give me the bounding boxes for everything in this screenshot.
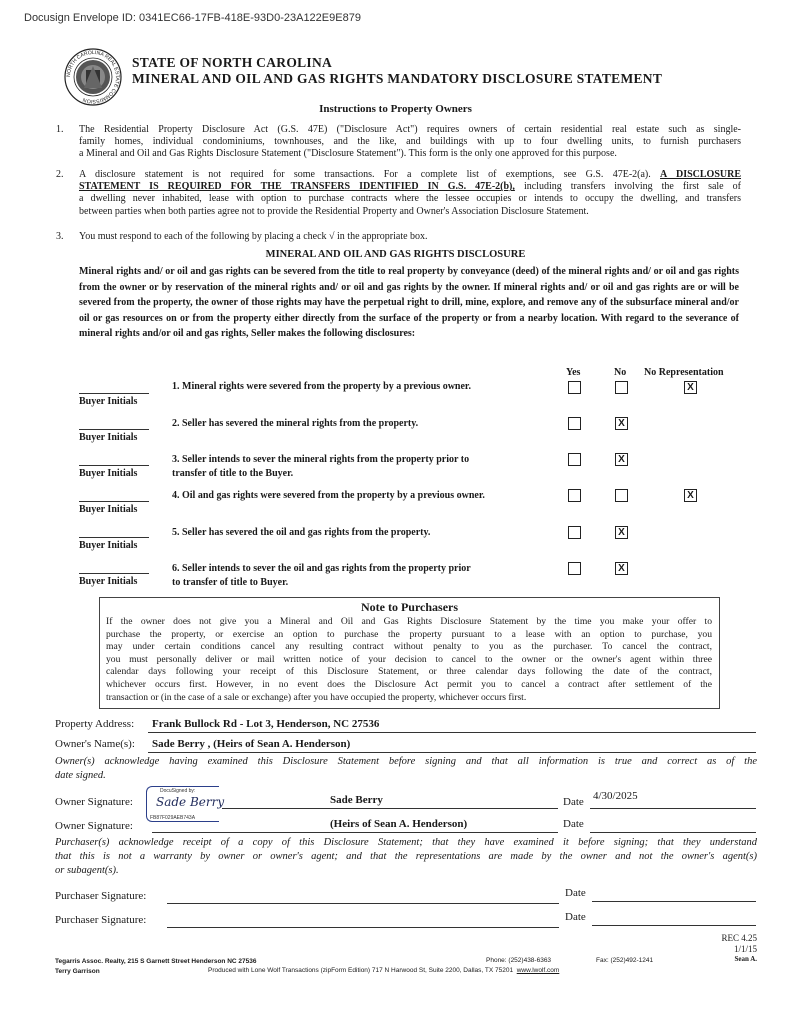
disclosure-heading: MINERAL AND OIL AND GAS RIGHTS DISCLOSURE [265,249,526,260]
q1-norep-checkbox[interactable]: X [684,381,697,394]
q4-no-checkbox[interactable] [615,489,628,502]
instruction-item-1: The Residential Property Disclosure Act (G.S. 47E) ("Disclosure Act") requires owners of certain residential real estate such as single- family homes, individual condominiums, townhouses, and the like, and buildings with up to four dwelling units, to furnish purchasers a Mineral and Oil and Gas Rights Disclosure Statement ("Disclosure Statement"). This form is the only one approved for this purpose. [79,124,741,160]
disclosure-paragraph: Mineral rights and/ or oil and gas rights can be severed from the title to real property by conveyance (deed) of the mineral rights and/ or oil and gas rights from the owner or by reservation of the mineral rights and/ or oil and gas rights by the owner. If mineral rights and/ or oil and gas rights are or will be severed from the property, the owner of those rights may have the perpetual right to drill, mine, explore, and remove any of the subsurface mineral and/or oil or gas resources on or from the property either directly from the surface of the property or from a nearby location. With regard to the severance of mineral rights and/or oil and gas rights, Seller makes the following disclosures: [79,266,739,340]
q6-no-checkbox[interactable]: X [615,562,628,575]
instruction-number: 3. [56,231,64,242]
date-label: Date [565,887,586,899]
q3-yes-checkbox[interactable] [568,453,581,466]
instruction-item-2: A disclosure statement is not required for some transactions. For a complete list of exemptions, see G.S. 47E-2(a). A DISCLOSURE STATEMENT IS REQUIRED FOR THE TRANSFERS IDENTIFIED IN G.S. 47E-2(b), including transfers involving the first sale of a dwelling never inhabited, lease with option to purchase contracts where the lessee occupies or intends to occupy the dwelling, and transfers between parties when both parties agree not to provide the Residential Property and Owner's Association Disclosure Statement. [79,169,741,217]
buyer-initials-line[interactable] [79,465,149,466]
column-no-representation: No Representation [644,367,724,378]
q3-no-checkbox[interactable]: X [615,453,628,466]
owner-signature-line [222,808,558,809]
date-label: Date [563,796,584,808]
note-to-purchasers [99,597,720,709]
date-line [590,808,756,809]
q4-norep-checkbox[interactable]: X [684,489,697,502]
buyer-initials-line[interactable] [79,537,149,538]
instruction-number: 2. [56,169,64,180]
q1-yes-checkbox[interactable] [568,381,581,394]
footer-website-link[interactable]: www.lwolf.com [516,967,560,974]
question-6: 6. Seller intends to sever the oil and gas rights from the property prior to transfer of title to Buyer. [172,563,471,588]
form-initials: Sean A. [734,955,757,963]
footer-phone: Phone: (252)438-6363 [486,957,552,964]
disclosure-questions [0,378,791,598]
seal-text: NORTH CAROLINA REAL ESTATE COMMISSION [65,49,121,105]
owner-name-1: Sade Berry [330,794,383,806]
note-text: If the owner does not give you a Mineral and Oil and Gas Rights Disclosure Statement by the time you make your offer to purchase the property, or exercise an option to purchase the property pursuant to a lease with an option to purchase, you may under certain conditions cancel any resulting contract without penalty to you as the purchaser. To cancel the contract, you must personally deliver or mail written notice of your decision to cancel to the owner or the owner's agent within three calendar days following your receipt of this Disclosure Statement, or three calendar days following the date of the contract, whichever occurs first. However, in no event does the Disclosure Act permit you to cancel a contract after settlement of the transaction or (in the case of a sale or exchange) after you have occupied the property, whichever occurs first. [106,616,712,703]
owner-names-label: Owner's Name(s): [55,738,135,750]
buyer-initials-label: Buyer Initials [79,540,138,551]
date-label: Date [565,911,586,923]
buyer-initials-line[interactable] [79,573,149,574]
date-line[interactable] [592,925,756,926]
property-address-value[interactable]: Frank Bullock Rd - Lot 3, Henderson, NC 27536 [152,718,380,730]
envelope-id: Docusign Envelope ID: 0341EC66-17FB-418E-93D0-23A122E9E879 [24,12,361,24]
question-4: 4. Oil and gas rights were severed from the property by a previous owner. [172,490,485,501]
owner-name-2: (Heirs of Sean A. Henderson) [330,818,468,830]
buyer-initials-label: Buyer Initials [79,396,138,407]
buyer-initials-label: Buyer Initials [79,504,138,515]
date-label: Date [563,818,584,830]
state-title: STATE OF NORTH CAROLINA [132,55,333,70]
buyer-initials-line[interactable] [79,429,149,430]
footer-fax: Fax: (252)492-1241 [596,957,654,964]
q1-no-checkbox[interactable] [615,381,628,394]
instruction-number: 1. [56,124,64,135]
purchaser-acknowledgement: Purchaser(s) acknowledge receipt of a copy of this Disclosure Statement; that they have examined it before signing; that they understand that this is not a warranty by owner or owner's agent; and that the representations are made by the owner and not the owner's agent(s) or subagent(s). [55,837,757,876]
buyer-initials-label: Buyer Initials [79,576,138,587]
q2-yes-checkbox[interactable] [568,417,581,430]
signature-id: FB87F029AEB743A [150,815,196,821]
purchaser-signature-label: Purchaser Signature: [55,914,147,926]
owner-signature-label: Owner Signature: [55,820,133,832]
owner-acknowledgement: Owner(s) acknowledge having examined this Disclosure Statement before signing and that all information is true and correct as of the date signed. [55,756,757,781]
owner-signature-script: Sade Berry [156,795,225,809]
purchaser-signature-line[interactable] [167,903,559,904]
form-date: 1/1/15 [733,944,757,954]
property-address-label: Property Address: [55,718,135,730]
q2-no-checkbox[interactable]: X [615,417,628,430]
question-3: 3. Seller intends to sever the mineral rights from the property prior to transfer of title to the Buyer. [172,454,470,479]
question-1: 1. Mineral rights were severed from the property by a previous owner. [172,381,471,392]
date-line[interactable] [590,832,756,833]
column-yes: Yes [566,367,581,378]
owner-date-1[interactable]: 4/30/2025 [593,790,638,802]
q4-yes-checkbox[interactable] [568,489,581,502]
footer-agent: Terry Garrison [55,968,100,975]
property-address-line [148,732,756,733]
owner-names-value[interactable]: Sade Berry , (Heirs of Sean A. Henderson) [152,738,351,750]
q6-yes-checkbox[interactable] [568,562,581,575]
owner-signature-line[interactable] [152,832,558,833]
purchaser-signature-line[interactable] [167,927,559,928]
question-5: 5. Seller has severed the oil and gas rights from the property. [172,527,431,538]
instructions-heading: Instructions to Property Owners [319,103,472,115]
buyer-initials-line[interactable] [79,501,149,502]
date-line[interactable] [592,901,756,902]
instruction-item-3: You must respond to each of the following by placing a check √ in the appropriate box. [79,231,428,242]
real-estate-commission-seal [64,48,122,106]
purchaser-signature-label: Purchaser Signature: [55,890,147,902]
footer-company: Tegarris Assoc. Realty, 215 S Garnett Street Henderson NC 27536 [55,958,257,965]
buyer-initials-label: Buyer Initials [79,468,138,479]
docusigned-by-label: DocuSigned by: [160,788,196,794]
question-2: 2. Seller has severed the mineral rights from the property. [172,418,419,429]
form-number: REC 4.25 [721,933,757,943]
form-title: MINERAL AND OIL AND GAS RIGHTS MANDATORY DISCLOSURE STATEMENT [132,71,663,86]
footer-produced: Produced with Lone Wolf Transactions (zipForm Edition) 717 N Harwood St, Suite 2200, Dallas, TX 75201 www.lwolf.com [208,967,560,974]
column-no: No [614,367,627,378]
q5-no-checkbox[interactable]: X [615,526,628,539]
note-heading: Note to Purchasers [360,600,459,614]
owner-signature-label: Owner Signature: [55,796,133,808]
owner-names-line [148,752,756,753]
buyer-initials-line[interactable] [79,393,149,394]
buyer-initials-label: Buyer Initials [79,432,138,443]
q5-yes-checkbox[interactable] [568,526,581,539]
